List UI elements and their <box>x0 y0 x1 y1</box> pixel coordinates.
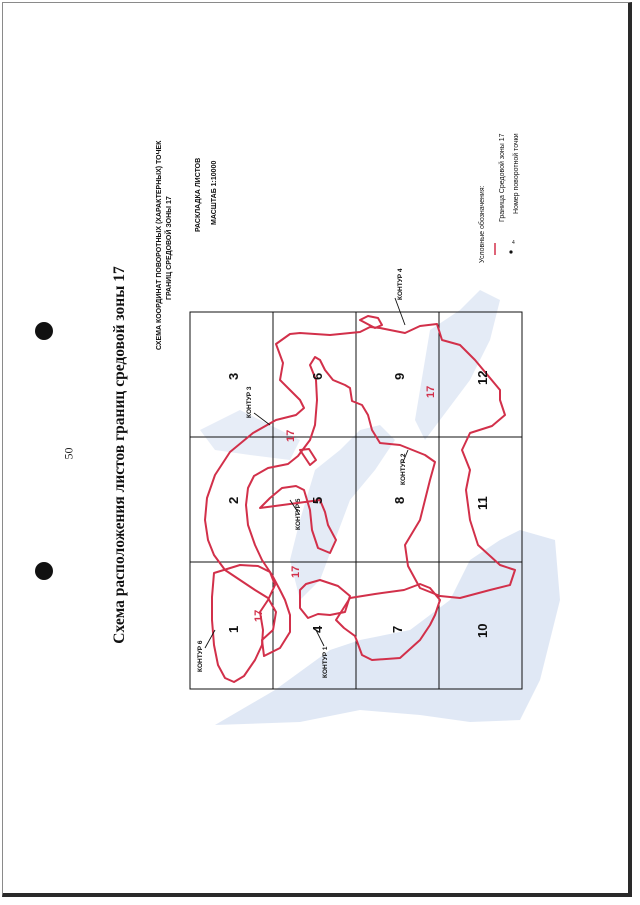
sheet-number-9: 9 <box>392 372 407 380</box>
page-title: Схема расположения листов границ средовой зоны 17 <box>111 266 128 644</box>
zone-label: 17 <box>285 429 297 442</box>
sheet-number-3: 3 <box>226 372 241 380</box>
sheet-number-7: 7 <box>390 625 405 633</box>
legend-title: Условные обозначения: <box>479 185 486 263</box>
sheet-number-1: 1 <box>226 625 241 633</box>
sheet-number-5: 5 <box>310 496 325 504</box>
contour-4-label: КОНТУР 4 <box>397 268 404 300</box>
legend-point-label: Номер поворотной точки <box>513 133 520 214</box>
zone-label: 17 <box>290 565 302 578</box>
legend-point-mark: 4 <box>512 240 515 246</box>
contour-3-label: КОНТУР 3 <box>246 386 253 418</box>
header-layout: РАСКЛАДКА ЛИСТОВ <box>195 157 202 232</box>
contour-5-label: КОНТУР 5 <box>295 498 302 530</box>
header-scale: МАСШТАБ 1:10000 <box>211 160 218 225</box>
header-line1: СХЕМА КООРДИНАТ ПОВОРОТНЫХ (ХАРАКТЕРНЫХ) ТОЧЕК <box>156 140 163 350</box>
sheet-number-6: 6 <box>310 372 325 380</box>
sheet-number-12: 12 <box>475 370 490 385</box>
sheet-number-2: 2 <box>226 496 241 504</box>
zone-label: 17 <box>253 609 265 622</box>
header-line2: ГРАНИЦ СРЕДОВОЙ ЗОНЫ 17 <box>166 196 173 300</box>
page-number: 50 <box>61 447 76 460</box>
contour-6-label: КОНТУР 6 <box>197 640 204 672</box>
legend-point-swatch <box>509 250 512 253</box>
sheet-number-10: 10 <box>475 623 490 638</box>
sheet-number-11: 11 <box>475 496 490 510</box>
contour-leaders <box>205 298 408 648</box>
sheet-number-8: 8 <box>392 496 407 504</box>
contour-2-label: КОНТУР 2 <box>400 453 407 485</box>
zone-label: 17 <box>425 385 437 398</box>
contour-1-label: КОНТУР 1 <box>322 646 329 678</box>
sheet-number-4: 4 <box>310 625 325 633</box>
legend-boundary-label: Граница Средовой зоны 17 <box>499 133 506 222</box>
